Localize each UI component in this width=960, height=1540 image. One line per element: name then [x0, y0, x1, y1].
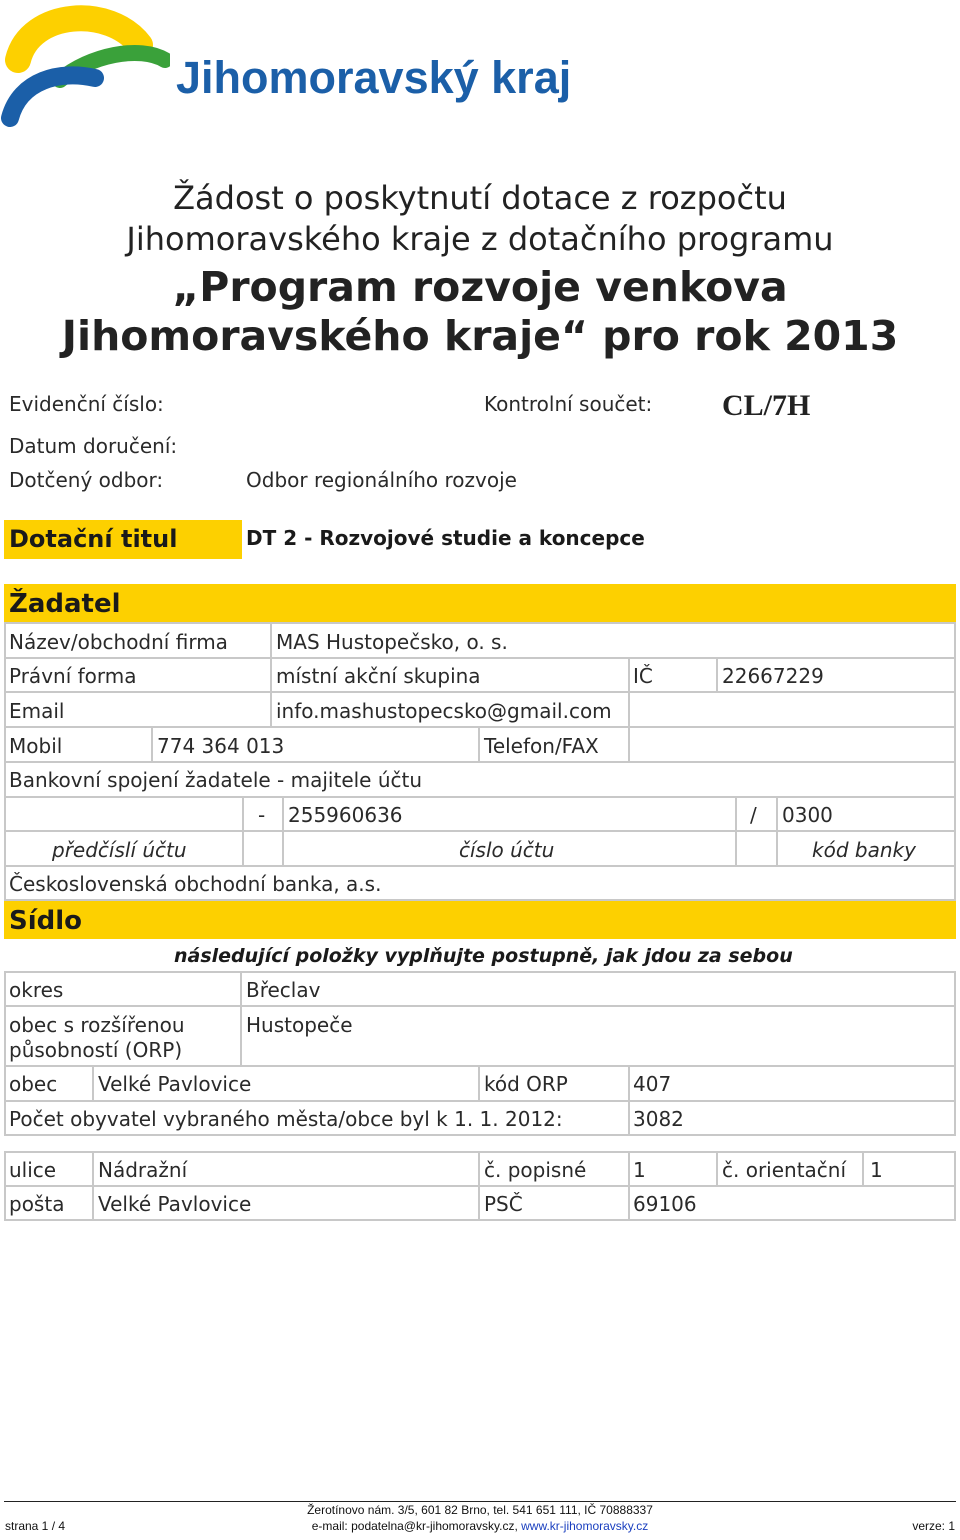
footer-contact — [0, 1519, 960, 1533]
dotacni-value: DT 2 - Rozvojové studie a koncepce — [246, 526, 645, 550]
footer-rule — [4, 1501, 956, 1502]
kod-orp-label: kód ORP — [484, 1072, 568, 1096]
zadatel-heading-bar — [4, 584, 956, 622]
nazev-label: Název/obchodní firma — [9, 630, 228, 654]
zadatel-heading: Žadatel — [9, 589, 121, 619]
divider — [4, 1151, 956, 1153]
popisne-label: č. popisné — [484, 1158, 587, 1182]
footer-page-number: strana 1 / 4 — [5, 1519, 66, 1533]
divider — [862, 1151, 864, 1185]
divider — [716, 1151, 718, 1185]
kod-orp-value: 407 — [633, 1072, 672, 1096]
bank-name: Československá obchodní banka, a.s. — [9, 872, 382, 896]
divider — [151, 726, 153, 761]
divider — [628, 1151, 630, 1219]
psc-label: PSČ — [484, 1192, 523, 1216]
odbor-label: Dotčený odbor: — [9, 468, 164, 492]
divider — [628, 657, 630, 761]
email-label: Email — [9, 699, 65, 723]
orp-label-line-1: obec s rozšířenou — [9, 1013, 185, 1037]
evidencni-label: Evidenční číslo: — [9, 392, 164, 416]
divider — [735, 796, 737, 865]
divider — [4, 1100, 956, 1102]
orp-label-line-2: působností (ORP) — [9, 1038, 183, 1062]
email-value: info.mashustopecsko@gmail.com — [276, 699, 612, 723]
odbor-value: Odbor regionálního rozvoje — [246, 468, 517, 492]
cislo-caption: číslo účtu — [459, 838, 555, 862]
divider — [4, 1151, 6, 1219]
divider — [478, 1065, 480, 1100]
okres-value: Břeclav — [246, 978, 321, 1002]
divider — [954, 1151, 956, 1219]
bank-account-number: 255960636 — [288, 803, 403, 827]
ic-value: 22667229 — [722, 664, 824, 688]
divider — [4, 971, 6, 1134]
divider — [4, 657, 956, 659]
title-line-4: Jihomoravského kraje“ pro rok 2013 — [61, 312, 899, 360]
popisne-value: 1 — [633, 1158, 646, 1182]
bank-slash: / — [750, 803, 757, 827]
divider — [4, 1065, 956, 1067]
logo — [0, 0, 580, 140]
divider — [4, 830, 956, 832]
divider — [240, 971, 242, 1065]
divider — [92, 1151, 94, 1219]
kontrolni-label: Kontrolní součet: — [484, 392, 653, 416]
divider — [4, 761, 956, 763]
divider — [92, 1065, 94, 1100]
nazev-value: MAS Hustopečsko, o. s. — [276, 630, 508, 654]
divider — [954, 971, 956, 1134]
pravni-label: Právní forma — [9, 664, 137, 688]
pocet-label: Počet obyvatel vybraného města/obce byl k 1. 1. 2012: — [9, 1107, 563, 1131]
ic-label: IČ — [633, 664, 653, 688]
posta-label: pošta — [9, 1192, 65, 1216]
obec-value: Velké Pavlovice — [98, 1072, 252, 1096]
mobil-value: 774 364 013 — [157, 734, 285, 758]
divider — [478, 1151, 480, 1219]
okres-label: okres — [9, 978, 64, 1002]
title-line-1: Žádost o poskytnutí dotace z rozpočtu — [173, 179, 787, 217]
bank-label: Bankovní spojení žadatele - majitele účtu — [9, 768, 423, 792]
divider — [4, 726, 956, 728]
divider — [4, 796, 956, 798]
divider — [628, 1065, 630, 1134]
ulice-label: ulice — [9, 1158, 57, 1182]
footer-address: Žerotínovo nám. 3/5, 601 82 Brno, tel. 541 651 111, IČ 70888337 — [307, 1503, 653, 1517]
divider — [954, 622, 956, 899]
sidlo-heading-bar — [4, 901, 956, 939]
divider — [4, 1134, 956, 1136]
telefon-label: Telefon/FAX — [484, 734, 599, 758]
divider — [4, 865, 956, 867]
bank-code: 0300 — [782, 803, 833, 827]
divider — [4, 1005, 956, 1007]
divider — [270, 622, 272, 726]
predcisli-caption: předčíslí účtu — [52, 838, 187, 862]
kontrolni-value: CL/7H — [722, 389, 811, 422]
logo-emblem — [0, 0, 170, 130]
divider — [282, 796, 284, 865]
obec-label: obec — [9, 1072, 58, 1096]
divider — [716, 657, 718, 691]
footer-web-link[interactable]: www.kr-jihomoravsky.cz — [521, 1519, 649, 1533]
divider — [4, 622, 956, 624]
posta-value: Velké Pavlovice — [98, 1192, 252, 1216]
footer-email: e-mail: podatelna@kr-jihomoravsky.cz, — [311, 1519, 522, 1533]
title-line-2: Jihomoravského kraje z dotačního programu — [126, 220, 834, 258]
divider — [4, 622, 6, 899]
divider — [478, 726, 480, 761]
dotacni-label: Dotační titul — [9, 525, 178, 553]
title-line-3: „Program rozvoje venkova — [172, 263, 788, 311]
bank-dash: - — [258, 803, 266, 827]
pocet-value: 3082 — [633, 1107, 684, 1131]
orp-value: Hustopeče — [246, 1013, 353, 1037]
divider — [4, 1185, 956, 1187]
footer-version: verze: 1 — [912, 1519, 955, 1533]
kod-caption: kód banky — [812, 838, 916, 862]
mobil-label: Mobil — [9, 734, 63, 758]
divider — [776, 796, 778, 865]
orientacni-label: č. orientační — [722, 1158, 847, 1182]
psc-value: 69106 — [633, 1192, 697, 1216]
divider — [4, 691, 956, 693]
sidlo-heading: Sídlo — [9, 906, 83, 936]
orientacni-value: 1 — [870, 1158, 883, 1182]
ulice-value: Nádražní — [98, 1158, 188, 1182]
datum-label: Datum doručení: — [9, 434, 178, 458]
divider — [4, 1219, 956, 1221]
divider — [4, 971, 956, 973]
sidlo-note: následující položky vyplňujte postupně, jak jdou za sebou — [174, 945, 793, 967]
divider — [242, 796, 244, 865]
brand-name: Jihomoravský kraj — [176, 52, 572, 103]
pravni-value: místní akční skupina — [276, 664, 481, 688]
